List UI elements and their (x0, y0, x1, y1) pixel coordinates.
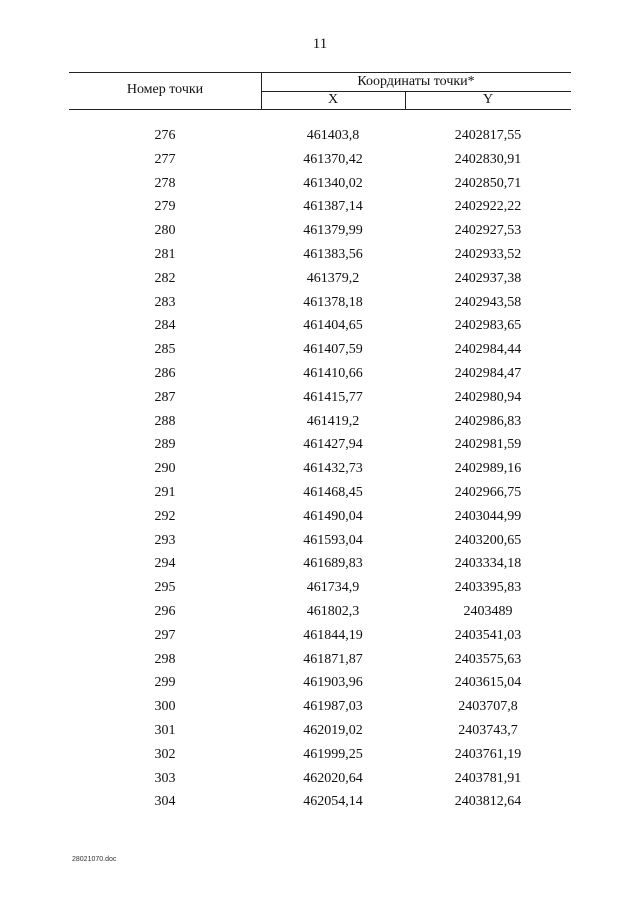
y-coordinate-cell: 2402981,59 (454, 437, 522, 453)
x-coordinate-cell: 461383,56 (303, 246, 363, 262)
table-row (69, 457, 571, 481)
y-coordinate-cell: 2402830,91 (454, 151, 522, 167)
table-header (69, 72, 571, 110)
y-coordinate-cell: 2403489 (463, 603, 513, 619)
x-coordinate-cell: 461871,87 (303, 651, 363, 667)
point-number-cell: 284 (154, 318, 176, 334)
point-number-cell: 290 (154, 461, 176, 477)
y-coordinate-cell: 2402984,44 (454, 342, 522, 358)
point-number-cell: 294 (154, 556, 176, 572)
x-coordinate-cell: 461593,04 (303, 532, 363, 548)
y-coordinate-cell: 2403743,7 (458, 722, 518, 738)
point-number-cell: 277 (154, 151, 176, 167)
table-row (69, 695, 571, 719)
table-row (69, 552, 571, 576)
x-coordinate-cell: 461468,45 (303, 484, 363, 500)
y-coordinate-cell: 2403044,99 (454, 508, 522, 524)
x-coordinate-cell: 461903,96 (303, 675, 363, 691)
x-coordinate-cell: 462054,14 (303, 794, 363, 810)
y-coordinate-cell: 2403334,18 (454, 556, 522, 572)
point-number-cell: 301 (154, 722, 176, 738)
y-coordinate-cell: 2403812,64 (454, 794, 522, 810)
y-coordinate-cell: 2402817,55 (454, 128, 522, 143)
y-coordinate-cell: 2402984,47 (454, 365, 522, 381)
x-coordinate-cell: 461427,94 (303, 437, 363, 453)
y-coordinate-cell: 2402980,94 (454, 389, 522, 405)
y-coordinate-cell: 2403541,03 (454, 627, 522, 643)
x-coordinate-cell: 461379,2 (306, 270, 360, 286)
table-row (69, 576, 571, 600)
table-row (69, 267, 571, 291)
document-filename: 28021070.doc (72, 856, 117, 863)
point-number-cell: 287 (154, 389, 176, 405)
point-number-cell: 292 (154, 508, 176, 524)
point-number-cell: 304 (154, 794, 176, 810)
x-coordinate-cell: 461404,65 (303, 318, 363, 334)
y-coordinate-cell: 2402989,16 (454, 461, 522, 477)
table-row (69, 243, 571, 267)
y-coordinate-cell: 2403200,65 (454, 532, 522, 548)
y-coordinate-cell: 2402927,53 (454, 223, 522, 239)
x-coordinate-cell: 461844,19 (303, 627, 363, 643)
table-row (69, 671, 571, 695)
table-row (69, 529, 571, 553)
header-point-number: Номер точки (126, 82, 204, 97)
header-bottom-rule (69, 109, 571, 110)
point-number-cell: 276 (154, 128, 176, 143)
table-row (69, 148, 571, 172)
y-coordinate-cell: 2402943,58 (454, 294, 522, 310)
table-row (69, 386, 571, 410)
y-coordinate-cell: 2403707,8 (458, 699, 518, 715)
x-coordinate-cell: 462019,02 (303, 722, 363, 738)
x-coordinate-cell: 462020,64 (303, 770, 363, 786)
table-row (69, 505, 571, 529)
x-coordinate-cell: 461432,73 (303, 461, 363, 477)
y-coordinate-cell: 2402937,38 (454, 270, 522, 286)
x-coordinate-cell: 461410,66 (303, 365, 363, 381)
table-row (69, 291, 571, 315)
table-row (69, 719, 571, 743)
x-coordinate-cell: 461490,04 (303, 508, 363, 524)
table-row (69, 124, 571, 148)
table-row (69, 743, 571, 767)
x-coordinate-cell: 461734,9 (306, 580, 360, 596)
y-coordinate-cell: 2402983,65 (454, 318, 522, 334)
point-number-cell: 295 (154, 580, 176, 596)
page-number: 11 (312, 36, 328, 52)
point-number-cell: 297 (154, 627, 176, 643)
point-number-cell: 282 (154, 270, 176, 286)
y-coordinate-cell: 2402966,75 (454, 484, 522, 500)
table-row (69, 600, 571, 624)
point-number-cell: 286 (154, 365, 176, 381)
x-coordinate-cell: 461340,02 (303, 175, 363, 191)
point-number-cell: 281 (154, 246, 176, 262)
table-row (69, 410, 571, 434)
point-number-cell: 296 (154, 603, 176, 619)
point-number-cell: 278 (154, 175, 176, 191)
point-number-cell: 293 (154, 532, 176, 548)
x-coordinate-cell: 461387,14 (303, 199, 363, 215)
table-row (69, 195, 571, 219)
table-row (69, 314, 571, 338)
x-coordinate-cell: 461378,18 (303, 294, 363, 310)
table-row (69, 481, 571, 505)
coordinates-table-body (69, 124, 571, 814)
x-coordinate-cell: 461689,83 (303, 556, 363, 572)
point-number-cell: 280 (154, 223, 176, 239)
y-coordinate-cell: 2402933,52 (454, 246, 522, 262)
point-number-cell: 302 (154, 746, 176, 762)
header-coordinates: Координаты точки* (357, 74, 475, 89)
y-coordinate-cell: 2403781,91 (454, 770, 522, 786)
point-number-cell: 279 (154, 199, 176, 215)
table-row (69, 338, 571, 362)
table-row (69, 172, 571, 196)
table-row (69, 648, 571, 672)
y-coordinate-cell: 2402986,83 (454, 413, 522, 429)
table-row (69, 767, 571, 791)
point-number-cell: 283 (154, 294, 176, 310)
y-coordinate-cell: 2403395,83 (454, 580, 522, 596)
y-coordinate-cell: 2402850,71 (454, 175, 522, 191)
x-coordinate-cell: 461987,03 (303, 699, 363, 715)
header-y: Y (482, 92, 494, 107)
y-coordinate-cell: 2403615,04 (454, 675, 522, 691)
table-row (69, 624, 571, 648)
point-number-cell: 303 (154, 770, 176, 786)
table-row (69, 433, 571, 457)
point-number-cell: 289 (154, 437, 176, 453)
header-x: X (327, 92, 339, 107)
y-coordinate-cell: 2402922,22 (454, 199, 522, 215)
x-coordinate-cell: 461802,3 (306, 603, 360, 619)
point-number-cell: 298 (154, 651, 176, 667)
x-coordinate-cell: 461415,77 (303, 389, 363, 405)
point-number-cell: 291 (154, 484, 176, 500)
point-number-cell: 299 (154, 675, 176, 691)
x-coordinate-cell: 461999,25 (303, 746, 363, 762)
table-row (69, 790, 571, 814)
y-coordinate-cell: 2403575,63 (454, 651, 522, 667)
x-coordinate-cell: 461403,8 (306, 128, 360, 143)
x-coordinate-cell: 461419,2 (306, 413, 360, 429)
point-number-cell: 285 (154, 342, 176, 358)
y-coordinate-cell: 2403761,19 (454, 746, 522, 762)
x-coordinate-cell: 461407,59 (303, 342, 363, 358)
point-number-cell: 288 (154, 413, 176, 429)
x-coordinate-cell: 461379,99 (303, 223, 363, 239)
header-top-rule (69, 72, 571, 73)
point-number-cell: 300 (154, 699, 176, 715)
table-row (69, 219, 571, 243)
x-coordinate-cell: 461370,42 (303, 151, 363, 167)
table-row (69, 362, 571, 386)
